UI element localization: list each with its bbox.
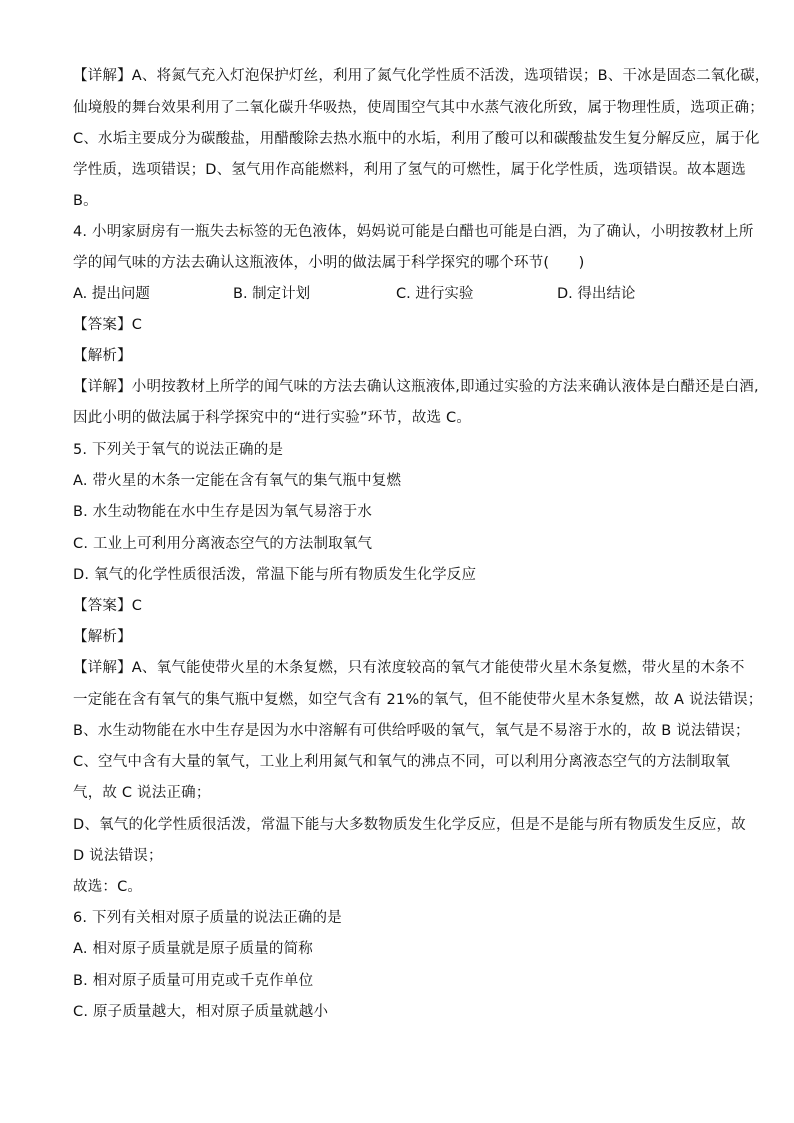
q3-explanation-line: 【详解】A、将氮气充入灯泡保护灯丝，利用了氮气化学性质不活泼，选项错误；B、干冰是固态二氧化碳， xyxy=(73,68,770,84)
q5-explanation-line: C、空气中含有大量的氧气，工业上利用氮气和氧气的沸点不同，可以利用分离液态空气的方法制取氧 xyxy=(73,754,731,770)
q3-explanation-line: B。 xyxy=(73,193,98,209)
q6-stem: 6. 下列有关相对原子质量的说法正确的是 xyxy=(73,910,342,926)
q4-explanation-line: 因此小明的做法属于科学探究中的“进行实验”环节，故选 C。 xyxy=(73,410,472,426)
q3-explanation-line: 学性质，选项错误；D、氢气用作高能燃料，利用了氢气的可燃性，属于化学性质，选项错误。故本题选 xyxy=(73,162,746,178)
q5-option-b: B. 水生动物能在水中生存是因为氧气易溶于水 xyxy=(73,504,373,520)
q5-explanation-line: D 说法错误； xyxy=(73,848,163,864)
q6-option-c: C. 原子质量越大，相对原子质量就越小 xyxy=(73,1004,329,1020)
q4-option-d: D. 得出结论 xyxy=(557,286,636,302)
q4-option-a: A. 提出问题 xyxy=(73,286,150,302)
q4-answer: 【答案】C xyxy=(73,317,143,333)
q5-answer: 【答案】C xyxy=(73,598,143,614)
q5-option-c: C. 工业上可利用分离液态空气的方法制取氧气 xyxy=(73,536,373,552)
q6-option-a: A. 相对原子质量就是原子质量的简称 xyxy=(73,941,313,957)
q5-explanation-line: 气，故 C 说法正确； xyxy=(73,785,211,801)
q5-explanation-line: 故选：C。 xyxy=(73,879,143,895)
q4-option-b: B. 制定计划 xyxy=(233,286,311,302)
q4-stem-line: 学的闻气味的方法去确认这瓶液体，小明的做法属于科学探究的哪个环节( ) xyxy=(73,255,585,271)
q3-explanation-line: C、水垢主要成分为碳酸盐，用醋酸除去热水瓶中的水垢，利用了酸可以和碳酸盐发生复分解反应，属于化 xyxy=(73,131,760,147)
q5-option-d: D. 氧气的化学性质很活泼，常温下能与所有物质发生化学反应 xyxy=(73,567,477,583)
q5-analysis-label: 【解析】 xyxy=(73,629,132,645)
q5-stem: 5. 下列关于氧气的说法正确的是 xyxy=(73,442,284,458)
q4-option-c: C. 进行实验 xyxy=(396,286,474,302)
q4-explanation-line: 【详解】小明按教材上所学的闻气味的方法去确认这瓶液体,即通过实验的方法来确认液体是白醋还是白酒, xyxy=(73,379,759,395)
q5-option-a: A. 带火星的木条一定能在含有氧气的集气瓶中复燃 xyxy=(73,473,402,489)
q4-stem-line: 4. 小明家厨房有一瓶失去标签的无色液体，妈妈说可能是白醋也可能是白酒，为了确认，小明按教材上所 xyxy=(73,224,754,240)
q5-explanation-line: B、水生动物能在水中生存是因为水中溶解有可供给呼吸的氧气，氧气是不易溶于水的，故 B 说法错误； xyxy=(73,723,750,739)
q4-analysis-label: 【解析】 xyxy=(73,348,132,364)
q5-explanation-line: 【详解】A、氧气能使带火星的木条复燃，只有浓度较高的氧气才能使带火星木条复燃，带火星的木条不 xyxy=(73,660,745,676)
q3-explanation-line: 仙境般的舞台效果利用了二氧化碳升华吸热，使周围空气其中水蒸气液化所致，属于物理性质，选项正确； xyxy=(73,100,764,116)
q5-explanation-line: 一定能在含有氧气的集气瓶中复燃，如空气含有 21%的氧气，但不能使带火星木条复燃，故 A 说法错误； xyxy=(73,692,763,708)
q5-explanation-line: D、氧气的化学性质很活泼，常温下能与大多数物质发生化学反应，但是不是能与所有物质发生反应，故 xyxy=(73,817,746,833)
q6-option-b: B. 相对原子质量可用克或千克作单位 xyxy=(73,973,314,989)
